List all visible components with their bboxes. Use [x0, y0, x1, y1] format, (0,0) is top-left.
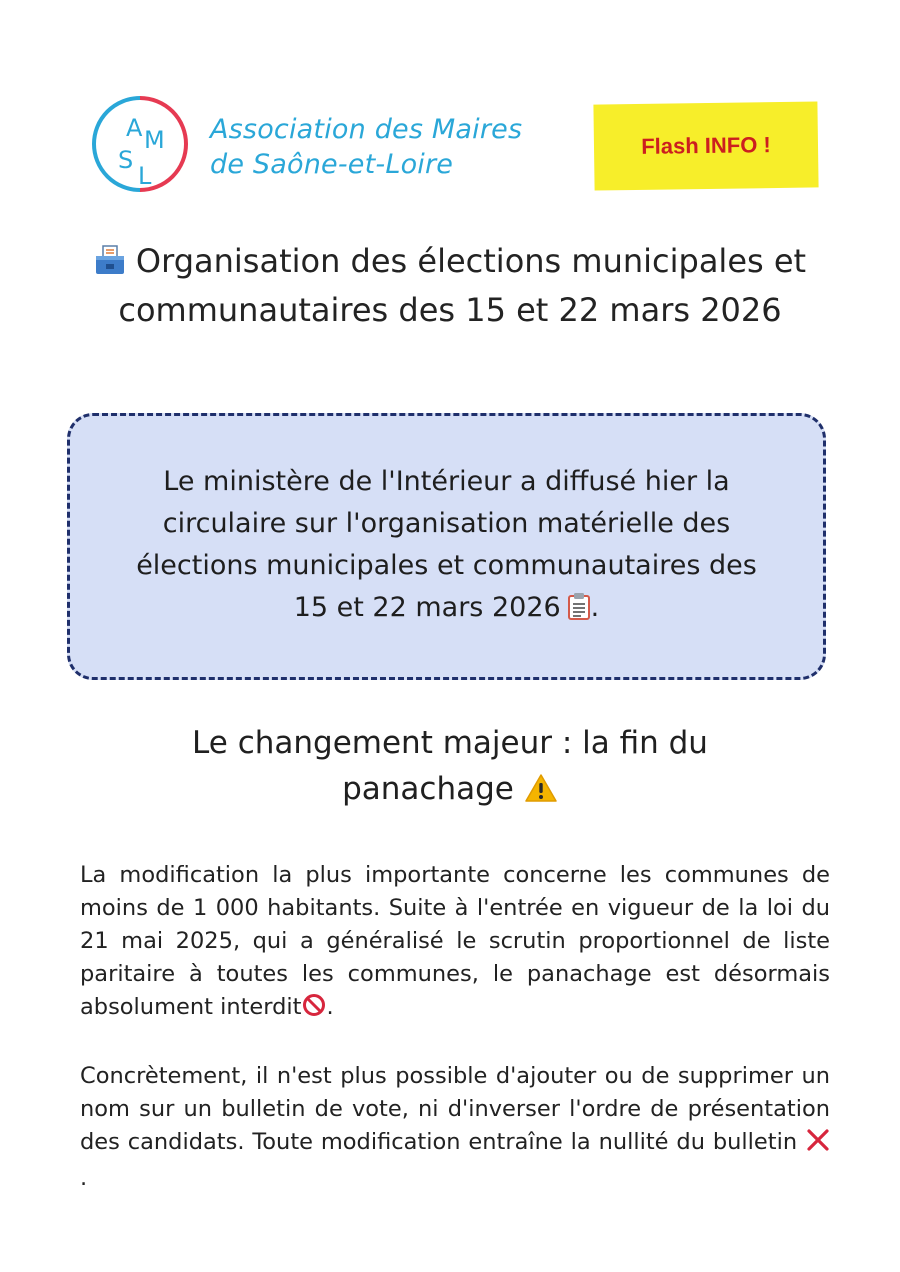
header [0, 0, 900, 220]
logo-letter-a: A [126, 114, 143, 142]
paragraph-panachage-text: La modification la plus importante concerne les communes de moins de 1 000 habitants. Suite à l'entrée en vigueur de la loi du 21 mai 2025, qui a généralisé le scrutin proportionnel de liste paritaire à toutes les communes, le panachage est désormais absolument interdit [80, 862, 830, 1020]
association-name [210, 112, 522, 182]
announcement-line1: Le ministère de l'Intérieur a diffusé hier la [163, 465, 730, 497]
announcement-box [67, 413, 826, 680]
paragraph-panachage [80, 859, 830, 1027]
section-heading-line2: panachage [342, 771, 514, 807]
page-title [40, 238, 860, 333]
logo-letter-s: S [118, 146, 134, 174]
flash-info-label: Flash INFO ! [641, 132, 771, 159]
announcement-line3: élections municipales et communautaires des [136, 549, 757, 581]
announcement-line2: circulaire sur l'organisation matérielle des [162, 507, 731, 539]
paragraph-concretement-text: Concrètement, il n'est plus possible d'ajouter ou de supprimer un nom sur un bulletin de vote, ni d'inverser l'ordre de présentation des candidats. Toute modification entraîne la nullité du bulletin [80, 1063, 830, 1155]
ballot-box-icon [94, 241, 126, 287]
page-title-line2: communautaires des 15 et 22 mars 2026 [118, 291, 782, 329]
section-heading [100, 720, 800, 816]
logo-letter-m: M [144, 126, 165, 154]
warning-icon [524, 770, 558, 816]
paragraph-panachage-period: . [326, 994, 334, 1020]
cross-mark-icon [806, 1128, 830, 1162]
prohibited-icon [302, 993, 326, 1027]
amsl-logo-icon [88, 92, 192, 196]
section-heading-line1: Le changement majeur : la fin du [192, 725, 708, 761]
paragraph-concretement [80, 1060, 830, 1195]
association-name-line2: de Saône-et-Loire [210, 149, 454, 180]
logo-letter-l: L [138, 162, 152, 190]
announcement-line4: 15 et 22 mars 2026 [293, 591, 561, 623]
clipboard-icon [567, 591, 591, 633]
paragraph-concretement-period: . [80, 1165, 88, 1191]
announcement-period: . [590, 591, 600, 623]
page-title-line1: Organisation des élections municipales et [135, 242, 807, 280]
announcement-text [124, 461, 769, 633]
association-name-line1: Association des Maires [210, 114, 523, 145]
flash-info-badge [593, 101, 818, 190]
